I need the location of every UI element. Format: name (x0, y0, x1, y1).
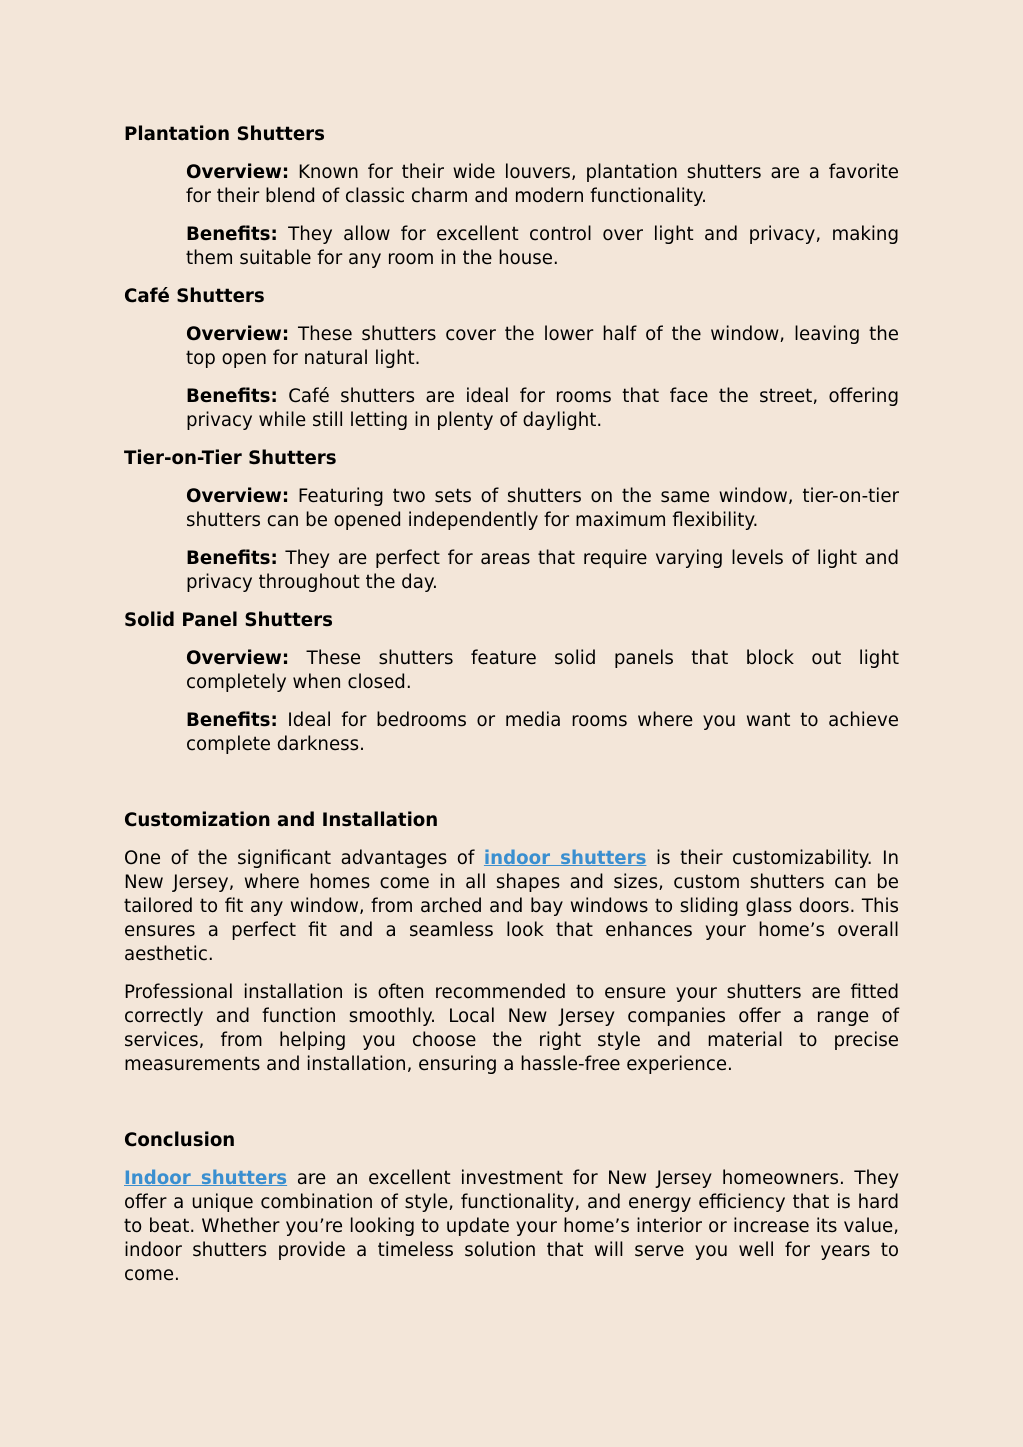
overview-paragraph (186, 161, 899, 209)
benefits-label: Benefits: (186, 710, 278, 731)
section-heading: Conclusion (124, 1130, 236, 1151)
section-heading: Café Shutters (124, 286, 265, 307)
conclusion-paragraph (124, 1167, 899, 1287)
overview-text: Known for their wide louvers, plantation shutters are a favorite for their blend of classic charm and modern functionality. (186, 162, 899, 207)
section-heading: Tier-on-Tier Shutters (124, 448, 337, 469)
shutter-section-plantation (124, 123, 899, 271)
customization-paragraph-2: Professional installation is often recommended to ensure your shutters are fitted correctly and function smoothly. Local New Jersey companies offer a range of services, from helping you choose the right style and material to precise measurements and installation, ensuring a hassle-free experience. (124, 982, 899, 1075)
benefits-paragraph (186, 709, 899, 757)
paragraph-text: One of the significant advantages of (124, 848, 484, 869)
overview-text: Featuring two sets of shutters on the same window, tier-on-tier shutters can be opened independently for maximum flexibility. (186, 486, 899, 531)
benefits-label: Benefits: (186, 548, 278, 569)
benefits-label: Benefits: (186, 386, 278, 407)
benefits-paragraph (186, 223, 899, 271)
overview-label: Overview: (186, 486, 290, 507)
benefits-text: They allow for excellent control over light and privacy, making them suitable for any room in the house. (186, 224, 899, 269)
overview-label: Overview: (186, 648, 290, 669)
indoor-shutters-link[interactable]: Indoor shutters (124, 1168, 288, 1189)
customization-section (124, 809, 899, 1077)
overview-paragraph (186, 323, 899, 371)
benefits-text: Café shutters are ideal for rooms that face the street, offering privacy while still letting in plenty of daylight. (186, 386, 899, 431)
benefits-text: Ideal for bedrooms or media rooms where you want to achieve complete darkness. (186, 710, 899, 755)
customization-paragraph-1 (124, 847, 899, 967)
overview-label: Overview: (186, 324, 290, 345)
benefits-paragraph (186, 385, 899, 433)
benefits-paragraph (186, 547, 899, 595)
shutter-section-tier-on-tier (124, 447, 899, 595)
indoor-shutters-link[interactable]: indoor shutters (483, 848, 647, 869)
shutter-section-cafe (124, 285, 899, 433)
conclusion-section (124, 1129, 899, 1287)
overview-text: These shutters cover the lower half of the window, leaving the top open for natural light. (186, 324, 899, 369)
section-spacer (124, 771, 899, 809)
overview-paragraph (186, 485, 899, 533)
paragraph-text: are an excellent investment for New Jersey homeowners. They offer a unique combination of style, functionality, and energy efficiency that is hard to beat. Whether you’re looking to update your home’s interior or increase its value, indoor shutters provide a timeless solution that will serve you well for years to come. (124, 1168, 899, 1285)
overview-label: Overview: (186, 162, 290, 183)
section-spacer (124, 1091, 899, 1129)
benefits-label: Benefits: (186, 224, 278, 245)
section-heading: Plantation Shutters (124, 124, 325, 145)
section-heading: Solid Panel Shutters (124, 610, 333, 631)
benefits-text: They are perfect for areas that require varying levels of light and privacy throughout the day. (186, 548, 899, 593)
paragraph-text: is their customizability. In New Jersey, where homes come in all shapes and sizes, custom shutters can be tailored to fit any window, from arched and bay windows to sliding glass doors. This ensures a perfect fit and a seamless look that enhances your home’s overall aesthetic. (124, 848, 900, 965)
overview-paragraph (186, 647, 899, 695)
shutter-section-solid-panel (124, 609, 899, 757)
section-heading: Customization and Installation (124, 810, 439, 831)
overview-text: These shutters feature solid panels that block out light completely when closed. (186, 648, 899, 693)
document-content (124, 123, 899, 1301)
